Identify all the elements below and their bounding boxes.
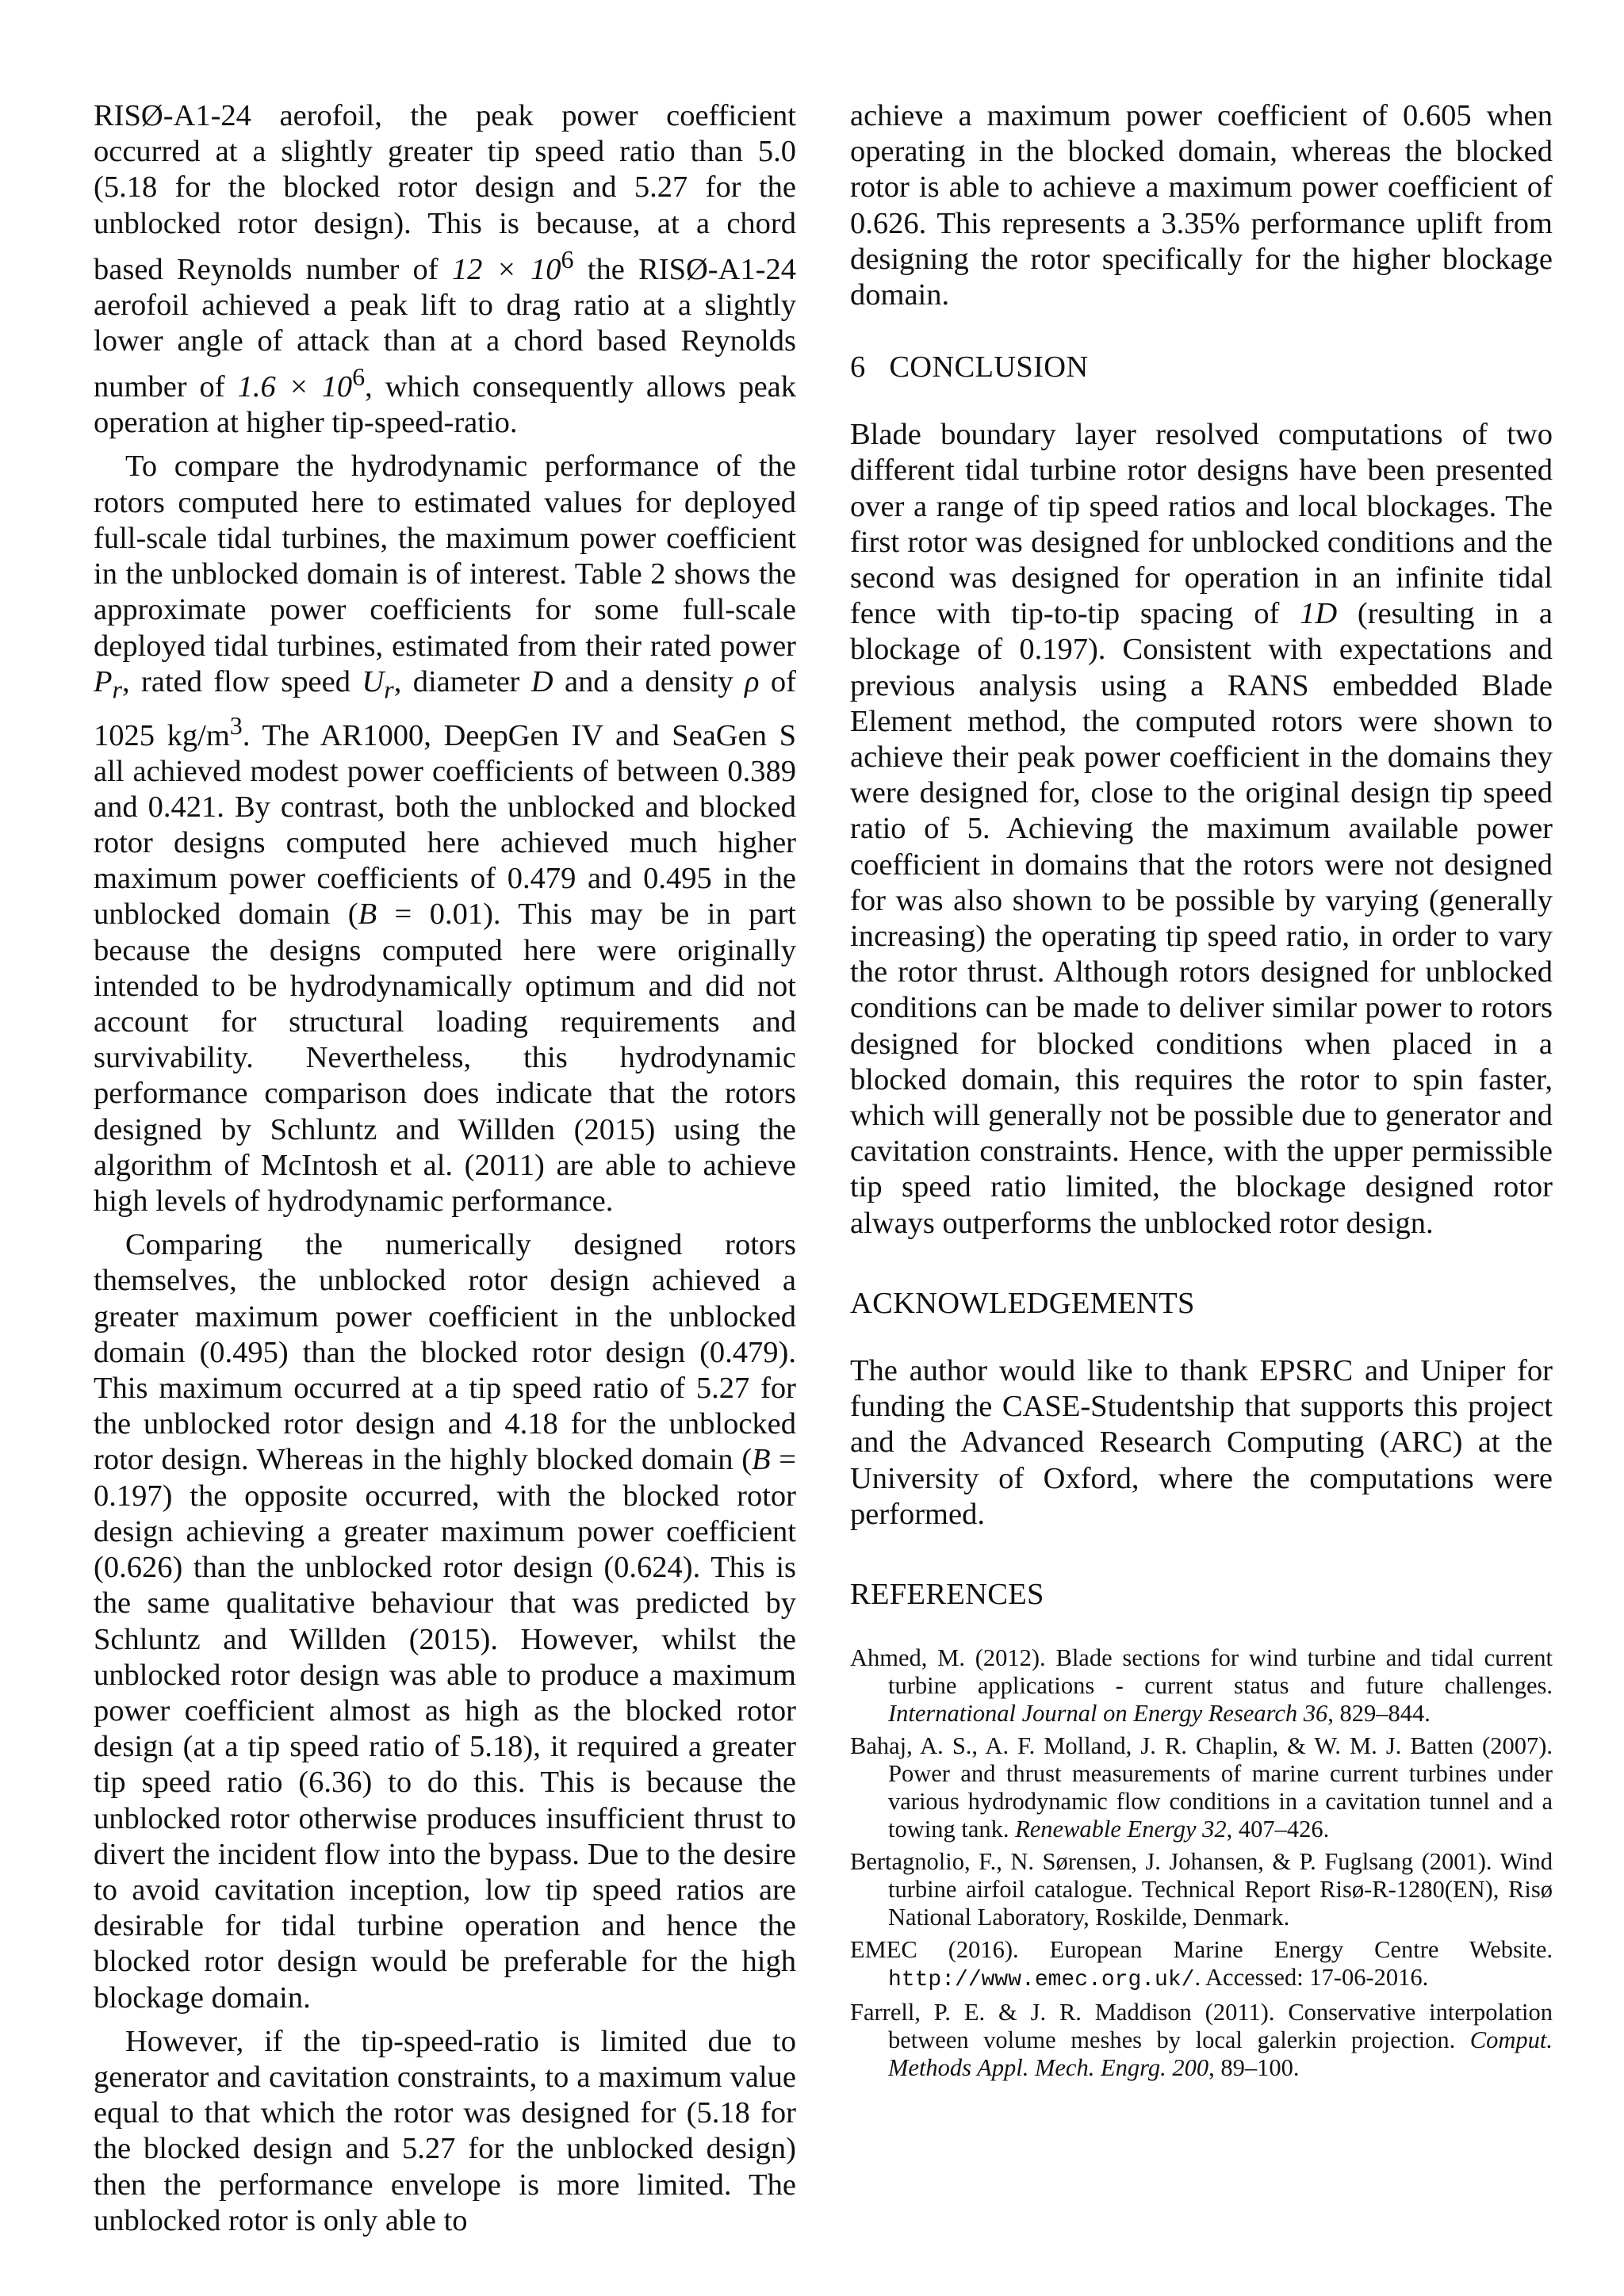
reference-url-link[interactable]: http://www.emec.org.uk/: [888, 1967, 1195, 1992]
left-column: [94, 98, 796, 2239]
references-heading: REFERENCES: [850, 1577, 1044, 1611]
acknowledgements-paragraph: The author would like to thank EPSRC and Uniper for funding the CASE-Studentship that supports this project and the Advanced Research Computing (ARC) at the University of Oxford, where the computations were performed.: [850, 1353, 1553, 1531]
right-column: [850, 98, 1553, 2087]
paragraph-full-scale-comparison: To compare the hydrodynamic performance of the rotors computed here to estimated values for deployed full-scale tidal turbines, the maximum power coefficient in the unblocked domain is of interest. Table 2 shows the approximate power coefficients for some full-scale deployed tidal turbines, estimated from their rated power $P_r$, rated flow speed $U_r$, diameter D and a density ρ of 1025 $kg/m^3$. The AR1000, DeepGen IV and SeaGen S all achieved modest power coefficients of between 0.389 and 0.421. By contrast, both the unblocked and blocked rotor designs computed here achieved much higher maximum power coefficients of 0.479 and 0.495 in the unblocked domain (B = 0.01). This may be in part because the designs computed here were originally intended to be hydrodynamically optimum and did not account for structural loading requirements and survivability. Nevertheless, this hydrodynamic performance comparison does indicate that the rotors designed by Schluntz and Willden (2015) using the algorithm of McIntosh et al. (2011) are able to achieve high levels of hydrodynamic performance.: [94, 450, 796, 1219]
reference-item: Bahaj, A. S., A. F. Molland, J. R. Chaplin, & W. M. J. Batten (2007). Power and thrust measurements of marine current turbines under various hydrodynamic flow conditions in a cavitation tunnel and a towing tank. Renewable Energy 32, 407–426.: [850, 1732, 1553, 1843]
conclusion-paragraph: Blade boundary layer resolved computations of two different tidal turbine rotor designs have been presented over a range of tip speed ratios and local blockages. The first rotor was designed for unblocked conditions and the second was designed for operation in an infinite tidal fence with tip-to-tip spacing of 1D (resulting in a blockage of 0.197). Consistent with expectations and previous analysis using a RANS embedded Blade Element method, the computed rotors were shown to achieve their peak power coefficient in the domains they were designed for, close to the original design tip speed ratio of 5. Achieving the maximum available power coefficient in domains that the rotors were not designed for was also shown to be possible by varying (generally increasing) the operating tip speed ratio, in order to vary the rotor thrust. Although rotors designed for unblocked conditions can be made to deliver similar power to rotors designed for blocked conditions when placed in a blocked domain, this requires the rotor to spin faster, which will generally not be possible due to generator and cavitation constraints. Hence, with the upper permissible tip speed ratio limited, the blockage designed rotor always outperforms the unblocked rotor design.: [850, 418, 1553, 1240]
paragraph-tsr-limit: However, if the tip-speed-ratio is limited due to generator and cavitation constraints, to a maximum value equal to that which the rotor was designed for (5.18 for the blocked design and 5.27 for the unblocked design) then the performance envelope is more limited. The unblocked rotor is only able to: [94, 2024, 796, 2237]
reference-item: Ahmed, M. (2012). Blade sections for wind turbine and tidal current turbine applications - current status and future challenges. International Journal on Energy Research 36, 829–844.: [850, 1644, 1553, 1727]
paragraph-performance-uplift: achieve a maximum power coefficient of 0.605 when operating in the blocked domain, whereas the blocked rotor is able to achieve a maximum power coefficient of 0.626. This represents a 3.35% performance uplift from designing the rotor specifically for the higher blockage domain.: [850, 99, 1553, 312]
reference-item: Farrell, P. E. & J. R. Maddison (2011). Conservative interpolation between volume meshes by local galerkin projection. Comput. Methods Appl. Mech. Engrg. 200, 89–100.: [850, 1998, 1553, 2081]
reference-item: Bertagnolio, F., N. Sørensen, J. Johansen, & P. Fuglsang (2001). Wind turbine airfoil catalogue. Technical Report Risø-R-1280(EN), Risø National Laboratory, Roskilde, Denmark.: [850, 1847, 1553, 1931]
reference-item: EMEC (2016). European Marine Energy Centre Website. http://www.emec.org.uk/. Accessed: 17-06-2016.: [850, 1935, 1553, 1992]
conclusion-heading: 6 CONCLUSION: [850, 350, 1089, 385]
paragraph-aerofoil-reynolds: RISØ-A1-24 aerofoil, the peak power coefficient occurred at a slightly greater tip speed ratio than 5.0 (5.18 for the blocked rotor design and 5.27 for the unblocked rotor design). This is because, at a chord based Reynolds number of $12 \times 10^6$ the RISØ-A1-24 aerofoil achieved a peak lift to drag ratio at a slightly lower angle of attack than at a chord based Reynolds number of $1.6 \times 10^6$, which consequently allows peak operation at higher tip-speed-ratio.: [94, 99, 797, 440]
paragraph-rotor-comparison: Comparing the numerically designed rotors themselves, the unblocked rotor design achieved a greater maximum power coefficient in the unblocked domain (0.495) than the blocked rotor design (0.479). This maximum occurred at a tip speed ratio of 5.27 for the unblocked rotor design and 4.18 for the unblocked rotor design. Whereas in the highly blocked domain (B = 0.197) the opposite occurred, with the blocked rotor design achieving a greater maximum power coefficient (0.626) than the unblocked rotor design (0.624). This is the same qualitative behaviour that was predicted by Schluntz and Willden (2015). However, whilst the unblocked rotor design was able to produce a maximum power coefficient almost as high as the blocked rotor design (at a tip speed ratio of 5.18), it required a greater tip speed ratio (6.36) to do this. This is because the unblocked rotor otherwise produces insufficient thrust to divert the incident flow into the bypass. Due to the desire to avoid cavitation inception, low tip speed ratios are desirable for tidal turbine operation and hence the blocked rotor design would be preferable for the high blockage domain.: [94, 1228, 796, 2015]
acknowledgements-heading: ACKNOWLEDGEMENTS: [850, 1286, 1195, 1320]
references-list: [850, 1644, 1553, 2082]
